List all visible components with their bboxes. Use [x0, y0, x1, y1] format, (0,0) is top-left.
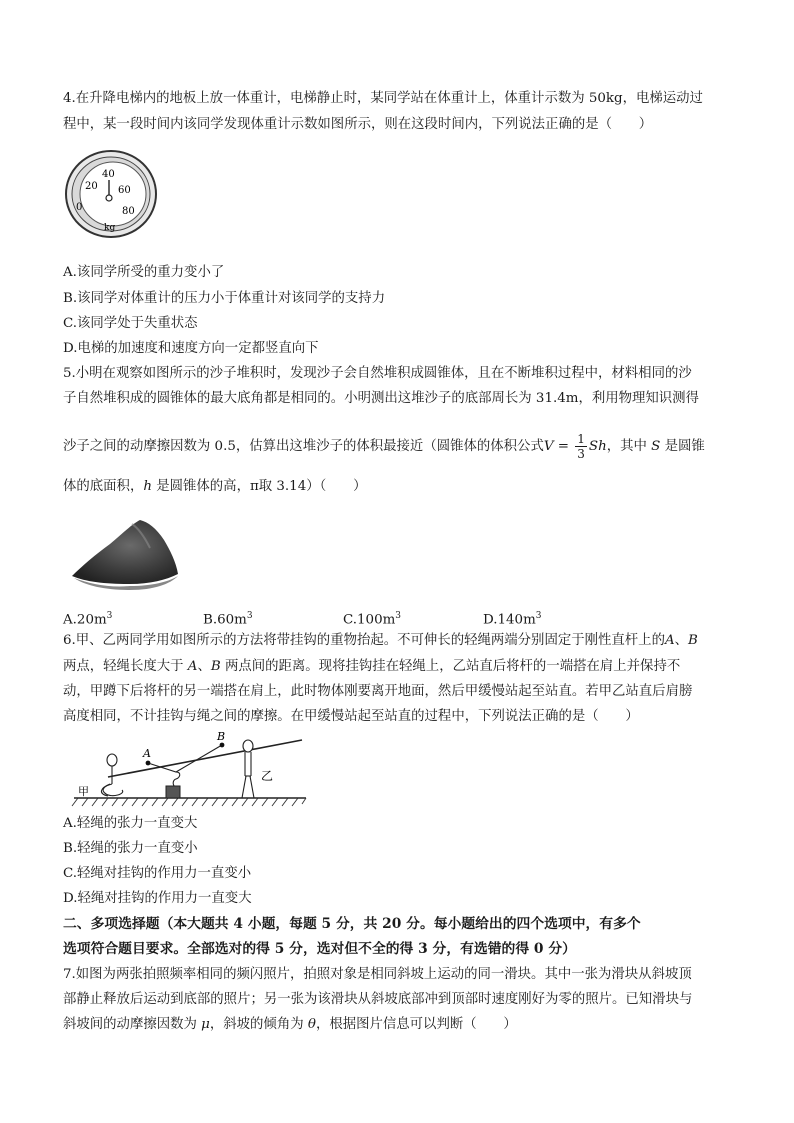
- label-b: B: [217, 732, 226, 743]
- q5-stem-line2: 子自然堆积成的圆锥体的最大底角都是相同的。小明测出这堆沙子的底部周长为 31.4m，利用物理知识测得: [63, 391, 699, 406]
- label-jia: 甲: [78, 785, 89, 798]
- q5-option-b: $B.60m^3$: [203, 611, 253, 628]
- label-yi: 乙: [261, 769, 274, 783]
- q5-option-c: $C.100m^3$: [343, 611, 402, 628]
- q5-stem-line3: 沙子之间的动摩擦因数为 0.5，估算出这堆沙子的体积最接近（圆锥体的体积公式V = $\frac{1}{3}$ Sh，其中 S 是圆锥: [63, 432, 705, 461]
- q4-option-c: C.该同学处于失重状态: [63, 316, 198, 331]
- q4-stem-line1: 4.在升降电梯内的地板上放一体重计，电梯静止时，某同学站在体重计上，体重计示数为 50kg，电梯运动过: [63, 91, 703, 106]
- scale-tick-0: 0: [76, 202, 83, 213]
- q4-option-a: A.该同学所受的重力变小了: [63, 265, 225, 280]
- label-a: A: [143, 747, 151, 760]
- scale-tick-60: 60: [118, 185, 131, 196]
- q6-option-d: D.轻绳对挂钩的作用力一直变大: [63, 891, 252, 906]
- var-sh: Sh: [588, 439, 607, 454]
- q6-stem-line2: 两点，轻绳长度大于 A、B 两点间的距离。现将挂钩挂在轻绳上，乙站直后将杆的一端搭在肩上并保持不: [63, 659, 681, 674]
- q4-stem-line2: 程中，某一段时间内该同学发现体重计示数如图所示，则在这段时间内，下列说法正确的是（ ）: [63, 117, 653, 132]
- var-h: h: [143, 479, 152, 494]
- q5-stem-line1: 5.小明在观察如图所示的沙子堆积时，发现沙子会自然堆积成圆锥体，且在不断堆积过程中，材料相同的沙: [63, 366, 692, 381]
- q7-stem-line3: 斜坡间的动摩擦因数为 μ，斜坡的倾角为 θ，根据图片信息可以判断（ ）: [63, 1017, 517, 1032]
- person-yi: [242, 740, 254, 798]
- var-v: V: [543, 439, 554, 454]
- q5-stem-line4: 体的底面积，h 是圆锥体的高，π取 3.14）（ ）: [63, 479, 367, 494]
- var-s: S: [651, 439, 661, 454]
- sand-pile-figure: [70, 510, 180, 592]
- point-b: [220, 743, 225, 748]
- fraction-one-third: $\frac{1}{3}$: [577, 432, 585, 461]
- scale-unit: kg: [104, 223, 116, 233]
- q6-stem-line1: 6.甲、乙两同学用如图所示的方法将带挂钩的重物抬起。不可伸长的轻绳两端分别固定于刚性直杆上的A、B: [63, 633, 698, 648]
- lifting-figure: [70, 732, 310, 808]
- q4-option-d: D.电梯的加速度和速度方向一定都竖直向下: [63, 341, 319, 356]
- q6-stem-line3: 动，甲蹲下后将杆的另一端搭在肩上，此时物体刚要离开地面，然后甲缓慢站起至站直。若甲乙站直后肩膀: [63, 684, 693, 699]
- ground-hatch: [72, 798, 306, 806]
- hook: [173, 772, 180, 787]
- q7-stem-line1: 7.如图为两张拍照频率相同的频闪照片，拍照对象是相同斜坡上运动的同一滑块。其中一张为滑块从斜坡顶: [63, 967, 692, 982]
- q7-stem-line2: 部静止释放后运动到底部的照片；另一张为该滑块从斜坡底部冲到顶部时速度刚好为零的照片。已知滑块与: [63, 992, 693, 1007]
- var-mu: μ: [201, 1017, 210, 1032]
- weight-scale-figure: [63, 148, 159, 244]
- q5-option-a: $A.20m^3$: [63, 611, 113, 628]
- scale-tick-80: 80: [122, 206, 135, 217]
- q6-option-b: B.轻绳的张力一直变小: [63, 841, 198, 856]
- scale-tick-40: 40: [102, 169, 115, 180]
- var-theta: θ: [307, 1017, 316, 1032]
- q5-option-d: $D.140m^3$: [483, 611, 542, 628]
- scale-tick-20: 20: [85, 181, 98, 192]
- q4-option-b: B.该同学对体重计的压力小于体重计对该同学的支持力: [63, 291, 386, 306]
- point-a: [146, 761, 151, 766]
- section2-heading-line1: 二、多项选择题（本大题共 4 小题，每题 5 分，共 20 分。每小题给出的四个选项中，有多个: [63, 916, 641, 932]
- weight-block: [166, 786, 180, 798]
- q6-option-a: A.轻绳的张力一直变大: [63, 816, 198, 831]
- q6-stem-line4: 高度相同，不计挂钩与绳之间的摩擦。在甲缓慢站起至站直的过程中，下列说法正确的是（ ）: [63, 709, 639, 724]
- section2-heading-line2: 选项符合题目要求。全部选对的得 5 分，选对但不全的得 3 分，有选错的得 0 分）: [63, 941, 576, 957]
- q6-option-c: C.轻绳对挂钩的作用力一直变小: [63, 866, 252, 881]
